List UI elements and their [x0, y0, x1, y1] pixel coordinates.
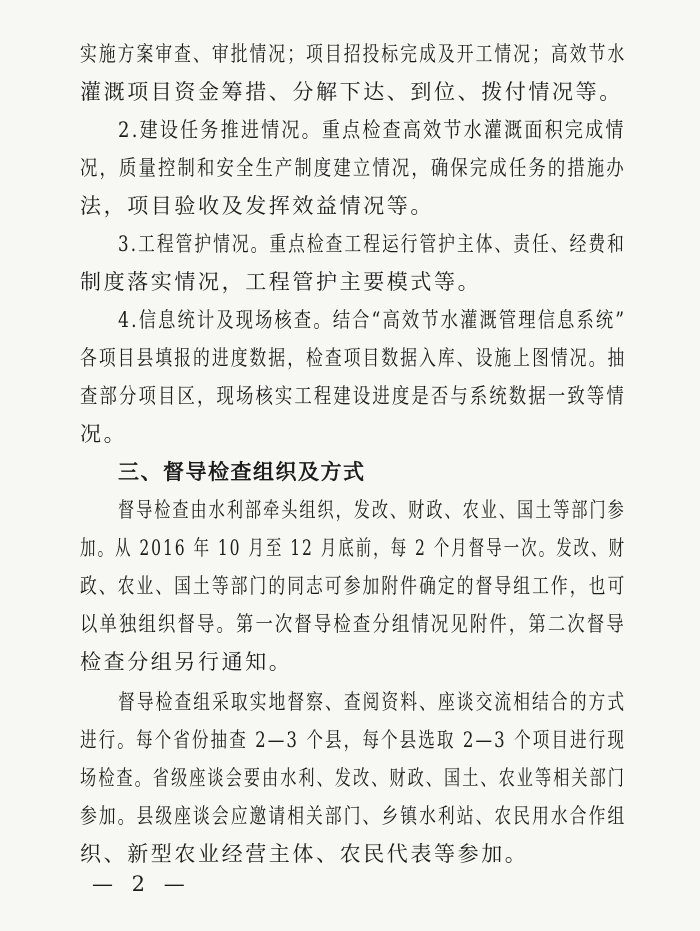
body-line: 实施方案审查、审批情况；项目招投标完成及开工情况；高效节水 [80, 42, 627, 66]
body-line: 4.信息统计及现场核查。结合“高效节水灌溉管理信息系统” [118, 308, 627, 332]
section-heading: 三、督导检查组织及方式 [118, 460, 366, 484]
body-line: 督导检查组采取实地督察、查阅资料、座谈交流相结合的方式 [118, 690, 627, 714]
body-line: 2.建设任务推进情况。重点检查高效节水灌溉面积完成情 [118, 118, 626, 142]
body-line: 况。 [80, 422, 128, 446]
body-line: 况，质量控制和安全生产制度建立情况，确保完成任务的措施办 [80, 156, 626, 180]
page-number: — 2 — [92, 872, 191, 896]
body-line: 政、农业、国土等部门的同志可参加附件确定的督导组工作，也可 [80, 574, 627, 598]
body-line: 以单独组织督导。第一次督导检查分组情况见附件，第二次督导 [80, 612, 626, 636]
body-line: 织、新型农业经营主体、农民代表等参加。 [80, 842, 529, 866]
body-line: 场检查。省级座谈会要由水利、发改、财政、国土、农业等相关部门 [80, 766, 627, 790]
body-line: 3.工程管护情况。重点检查工程运行管护主体、责任、经费和 [118, 232, 626, 256]
body-line: 检查分组另行通知。 [80, 650, 293, 674]
body-line: 灌溉项目资金筹措、分解下达、到位、拨付情况等。 [80, 80, 623, 104]
body-line: 查部分项目区，现场核实工程建设进度是否与系统数据一致等情 [80, 384, 626, 408]
body-line: 制度落实情况，工程管护主要模式等。 [80, 270, 482, 294]
body-line: 参加。县级座谈会应邀请相关部门、乡镇水利站、农民用水合作组 [80, 804, 627, 828]
body-line: 加。从 2016 年 10 月至 12 月底前，每 2 个月督导一次。发改、财 [80, 536, 627, 560]
body-line: 进行。每个省份抽查 2—3 个县，每个县选取 2—3 个项目进行现 [80, 728, 626, 752]
body-line: 各项目县填报的进度数据，检查项目数据入库、设施上图情况。抽 [80, 346, 627, 370]
body-line: 督导检查由水利部牵头组织，发改、财政、农业、国土等部门参 [118, 498, 626, 522]
body-line: 法，项目验收及发挥效益情况等。 [80, 194, 434, 218]
